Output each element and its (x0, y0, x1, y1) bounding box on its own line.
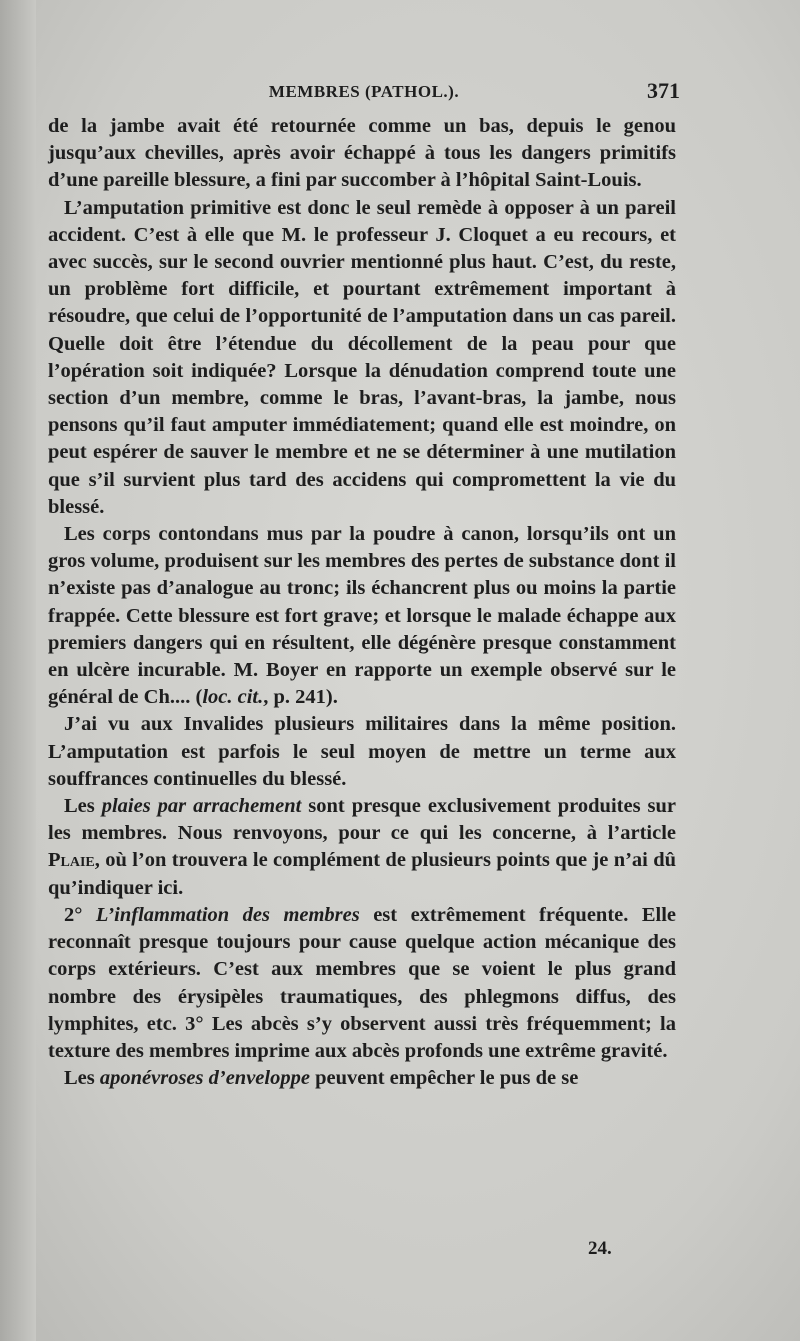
paragraph-6 (48, 902, 676, 1065)
section-number: 2° (64, 903, 96, 926)
paragraph-4: J’ai vu aux Invalides plusieurs militaires dans la même position. L’amputation est parfois le seul moyen de mettre un terme aux souffrances continuelles du blessé. (48, 713, 676, 790)
paragraph-5-start: Les (64, 795, 102, 818)
paragraph-7 (48, 1065, 676, 1092)
page-header (48, 76, 680, 112)
paragraph-1: de la jambe avait été retournée comme un bas, depuis le genou jusqu’aux chevilles, après avoir échappé à tous les dangers primitifs d’une pareille blessure, a fini par succomber à l’hôpital Saint-Louis. (48, 115, 676, 192)
citation: loc. cit. (202, 686, 264, 709)
paragraph-3 (48, 521, 676, 711)
page-gutter-shadow (0, 0, 36, 1341)
term-plaies: plaies par arrachement (101, 795, 302, 818)
cross-reference: Plaie (48, 849, 95, 872)
paragraph-3-end: , p. 241). (263, 686, 338, 709)
paragraph-5-mid: sont presque exclusivement produites sur les membres. Nous renvoyons, pour ce qui les concerne, à l’article (48, 795, 676, 845)
paragraph-5 (48, 793, 676, 902)
term-aponevroses: aponévroses d’enveloppe (99, 1067, 310, 1090)
paragraph-6-end: est extrêmement fréquente. Elle reconnaît presque toujours pour cause quelque action mécanique des corps extérieurs. C’est aux membres que se voient le plus grand nombre des érysipèles traumatiques, des phlegmons diffus, des lymphites, etc. 3° Les abcès s’y observent aussi très fréquemment; la texture des membres imprime aux abcès profonds une extrême gravité. (48, 903, 676, 1062)
term-inflammation: L’inflammation des membres (95, 903, 360, 926)
paragraph-7-end: peuvent empêcher le pus de se (309, 1067, 579, 1090)
body-text (48, 113, 676, 1092)
page-number: 371 (647, 78, 680, 103)
signature-mark: 24. (588, 1238, 612, 1259)
paragraph-5-end: , où l’on trouvera le complément de plusieurs points que je n’ai dû qu’indiquer ici. (48, 849, 676, 899)
paragraph-7-start: Les (64, 1067, 100, 1090)
running-head: MEMBRES (PATHOL.). (268, 82, 460, 101)
paragraph-3-text: Les corps contondans mus par la poudre à canon, lorsqu’ils ont un gros volume, produisent sur les membres des pertes de substance dont il n’existe pas d’analogue au tronc; ils échancrent plus ou moins la partie frappée. Cette blessure est fort grave; et lorsque le malade échappe aux premiers dangers qui en résultent, elle dégénère presque constamment en ulcère incurable. M. Boyer en rapporte un exemple observé sur le général de Ch.... ( (48, 523, 676, 709)
paragraph-2: L’amputation primitive est donc le seul remède à opposer à un pareil accident. C’est à elle que M. le professeur J. Cloquet a eu recours, et avec succès, sur le second ouvrier mentionné plus haut. C’est, du reste, un problème fort difficile, et pourtant extrêmement important à résoudre, que celui de l’opportunité de l’amputation dans un cas pareil. Quelle doit être l’étendue du décollement de la peau pour que l’opération soit indiquée? Lorsque la dénudation comprend toute une section d’un membre, comme le bras, l’avant-bras, la jambe, nous pensons qu’il faut amputer immédiatement; quand elle est moindre, on peut espérer de sauver le membre et ne se déterminer à une mutilation que s’il survient plus tard des accidens qui compromettent la vie du blessé. (48, 196, 676, 518)
